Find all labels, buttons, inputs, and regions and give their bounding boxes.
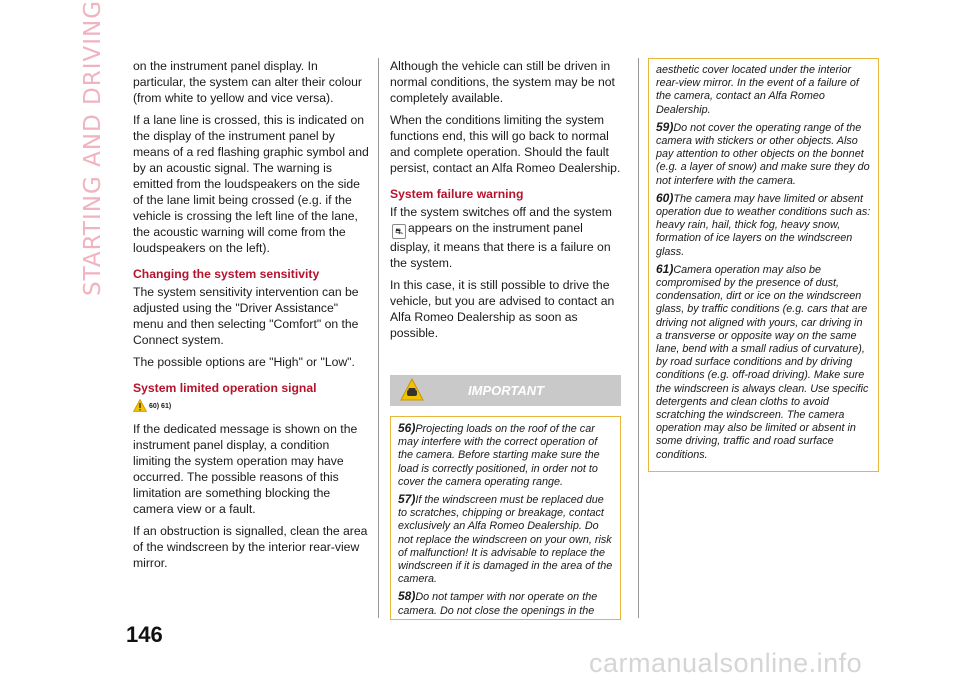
note-number: 59) [656,119,674,134]
note-text: Camera operation may also be compromised by the presence of dust, condensation, dirt or ice on the windscreen glass, by traffic conditions (e.g. cars that are driving not aligned with yours, car driving in a transverse or opposite way on the same lane, bend with a small radius of curvature), by road surface conditions and by driving conditions (e.g. off-road driving). Make sure the windscreen is always clean. Use specific detergents and clean cloths to avoid scratching the windscreen. The camera operation may also be limited or absent in some driving, traffic and road surface conditions. [656,263,869,461]
note-text: Projecting loads on the roof of the car may interfere with the correct operation of the camera. Before starting make sure the load is correctly positioned, in order not to cover the camera operating range. [398,423,600,488]
column-divider [638,58,639,618]
column-divider [378,58,379,618]
note-text: If the windscreen must be replaced due to scratches, chipping or breakage, contact exclusively an Alfa Romeo Dealership. Do not replace the windscreen on your own, risk of malfunction! It is advisable to replace the windscreen if it is damaged in the area of the camera. [398,494,613,586]
paragraph: If an obstruction is signalled, clean the area of the windscreen by the interior rear-view mirror. [133,524,368,570]
paragraph-text: If the system switches off and the system [390,205,612,219]
note-text: Do not cover the operating range of the camera with stickers or other objects. Also pay attention to other objects on the bonnet (e.g. a layer of snow) and make sure they do not interfere with the camera. [656,121,870,187]
column-left [133,58,369,577]
paragraph: If a lane line is crossed, this is indicated on the display of the instrument panel by means of a red flashing graphic symbol and by an acoustic signal. The warning is emitted from the loudspeakers on the side of the lane limit being crossed (e.g. if the vehicle is crossing the left line of the lane, the acoustic warning will come from the loudspeakers on the left). [133,113,369,255]
note-item [656,263,871,462]
note-item [656,121,871,188]
section-side-title: STARTING AND DRIVING [80,0,106,296]
note-number: 58) [398,589,416,604]
paragraph: If the dedicated message is shown on the instrument panel display, a condition limiting the system operation may have occurred. The possible reasons of this limitation are something blocking the camera view or a fault. [133,422,358,516]
note-item [398,590,613,617]
watermark: carmanualsonline.info [589,648,863,678]
note-item [656,64,871,117]
note-number: 60) [656,190,674,205]
note-item [656,192,871,259]
car-warning-icon [400,378,424,402]
important-label: IMPORTANT [468,383,545,398]
paragraph-failure [390,204,622,271]
important-banner [390,375,621,406]
note-number: 61) [656,261,674,276]
column-middle [390,58,622,347]
warning-triangle-icon [133,399,147,412]
paragraph: When the conditions limiting the system functions end, this will go back to normal and complete operation. Should the fault persist, contact an Alfa Romeo Dealership. [390,113,621,175]
note-text: aesthetic cover located under the interior rear-view mirror. In the event of a failure of the camera, contact an Alfa Romeo Dealership. [656,64,859,116]
notes-box-right [648,58,879,472]
note-item [398,493,613,586]
heading-failure-warning: System failure warning [390,187,524,201]
note-number: 57) [398,492,416,507]
heading-limited-operation: System limited operation signal [133,381,317,395]
paragraph: on the instrument panel display. In particular, the system can alter their colour (from white to yellow and vice versa). [133,59,362,105]
lane-system-icon: ⛐ [392,224,406,239]
note-refs: 60) 61) [149,403,172,410]
paragraph: In this case, it is still possible to drive the vehicle, but you are advised to contact an Alfa Romeo Dealership as soon as possible. [390,278,615,340]
paragraph: Although the vehicle can still be driven in normal conditions, the system may be not completely available. [390,59,615,105]
warning-reference [133,398,369,415]
paragraph: The system sensitivity intervention can be adjusted using the "Driver Assistance" menu and then selecting "Comfort" on the Connect system. [133,285,359,347]
note-text: The camera may have limited or absent operation due to weather conditions such as: heavy rain, hail, thick fog, heavy snow, formation of ice layers on the windscreen glass. [656,192,871,258]
note-number: 56) [398,421,416,435]
paragraph: The possible options are "High" or "Low". [133,355,355,369]
paragraph-text: appears on the instrument panel display, it means that there is a failure on the system. [390,221,611,270]
notes-box-middle [390,416,621,620]
heading-sensitivity: Changing the system sensitivity [133,267,320,281]
page-number: 146 [126,622,163,647]
note-item [398,422,613,489]
note-text: Do not tamper with nor operate on the camera. Do not close the openings in the [398,591,598,617]
